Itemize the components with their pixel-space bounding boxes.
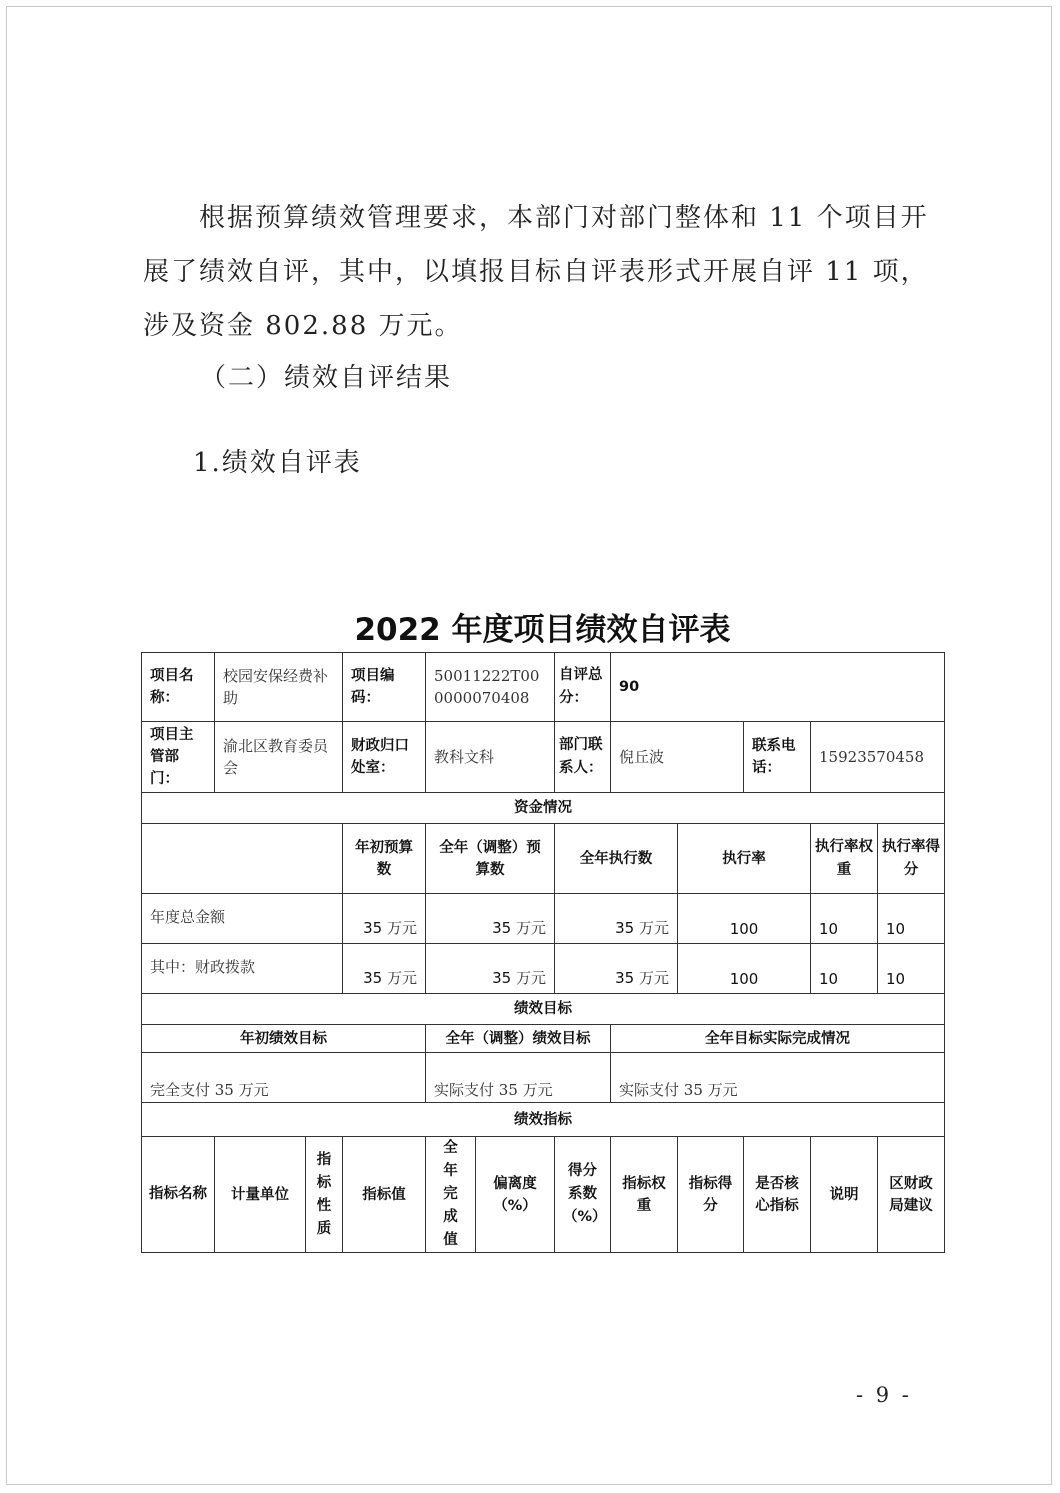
col-nature: 指标性质 [306,1137,343,1253]
info-row-1 [142,653,945,722]
goals-header-row [142,1025,945,1053]
col-exec-rate: 执行率 [678,824,811,894]
goals-section-title: 绩效目标 [142,994,945,1025]
adjusted-budget-cell: 35 万元 [426,894,555,944]
dept-label: 项目主管部门： [142,722,215,793]
indicators-section-title: 绩效指标 [142,1103,945,1137]
col-indicator-score: 指标得分 [678,1137,744,1253]
intro-paragraph: 根据预算绩效管理要求，本部门对部门整体和 11 个项目开展了绩效自评，其中，以填报目标自评表形式开展自评 11 项，涉及资金 802.88 万元。 [143,203,929,341]
col-initial-goal: 年初绩效目标 [142,1025,426,1053]
rate-score-cell: 10 [878,944,945,994]
col-rate-score: 执行率得分 [878,824,945,894]
score-value: 90 [611,653,945,722]
col-rate-weight: 执行率权重 [811,824,878,894]
goals-section-row [142,994,945,1025]
indicators-section-row [142,1103,945,1137]
col-core-indicator: 是否核心指标 [744,1137,811,1253]
initial-goal-value: 完全支付 35 万元 [142,1053,426,1103]
col-score-coef: 得分系数（%） [555,1137,611,1253]
funds-header-blank [142,824,343,894]
col-unit: 计量单位 [215,1137,306,1253]
exec-rate-cell: 100 [678,894,811,944]
phone-label: 联系电话： [744,722,811,793]
row-label: 年度总金额 [142,894,343,944]
col-initial-budget: 年初预算数 [343,824,426,894]
col-deviation: 偏离度（%） [476,1137,555,1253]
project-name: 校园安保经费补助 [215,653,343,722]
col-actual-completion: 全年目标实际完成情况 [611,1025,945,1053]
rate-score-cell: 10 [878,894,945,944]
heading-self-eval-table: 1.绩效自评表 [193,448,362,478]
performance-eval-table [141,652,945,1253]
actual-completion-value: 实际支付 35 万元 [611,1053,945,1103]
funds-row-fiscal [142,944,945,994]
goals-value-row [142,1053,945,1103]
finance-office-value: 教科文科 [426,722,555,793]
executed-cell: 35 万元 [555,894,678,944]
initial-budget-cell: 35 万元 [343,944,426,994]
exec-rate-cell: 100 [678,944,811,994]
project-name-label: 项目名称： [142,653,215,722]
adjusted-budget-cell: 35 万元 [426,944,555,994]
rate-weight-cell: 10 [811,944,878,994]
rate-weight-cell: 10 [811,894,878,944]
col-finance-suggestion: 区财政局建议 [878,1137,945,1253]
indicators-header-row [142,1137,945,1253]
project-code-label: 项目编码： [343,653,426,722]
funds-row-total [142,894,945,944]
funds-section-row [142,793,945,824]
funds-header-row [142,824,945,894]
table-title: 2022 年度项目绩效自评表 [354,612,731,648]
contact-value: 倪丘波 [611,722,744,793]
dept-value: 渝北区教育委员会 [215,722,343,793]
col-indicator-weight: 指标权重 [611,1137,678,1253]
col-adjusted-goal: 全年（调整）绩效目标 [426,1025,611,1053]
page-number: - 9 - [856,1383,912,1407]
col-executed: 全年执行数 [555,824,678,894]
col-adjusted-budget: 全年（调整）预算数 [426,824,555,894]
col-completion-value: 全年完成值 [426,1137,476,1253]
score-label: 自评总分： [555,653,611,722]
initial-budget-cell: 35 万元 [343,894,426,944]
info-row-2 [142,722,945,793]
project-code: 50011222T000000070408 [426,653,555,722]
col-indicator-value: 指标值 [343,1137,426,1253]
executed-cell: 35 万元 [555,944,678,994]
phone-value: 15923570458 [811,722,945,793]
contact-label: 部门联系人： [555,722,611,793]
col-indicator-name: 指标名称 [142,1137,215,1253]
funds-section-title: 资金情况 [142,793,945,824]
row-label: 其中：财政拨款 [142,944,343,994]
finance-office-label: 财政归口处室： [343,722,426,793]
heading-results: （二）绩效自评结果 [200,363,453,393]
col-remarks: 说明 [811,1137,878,1253]
adjusted-goal-value: 实际支付 35 万元 [426,1053,611,1103]
